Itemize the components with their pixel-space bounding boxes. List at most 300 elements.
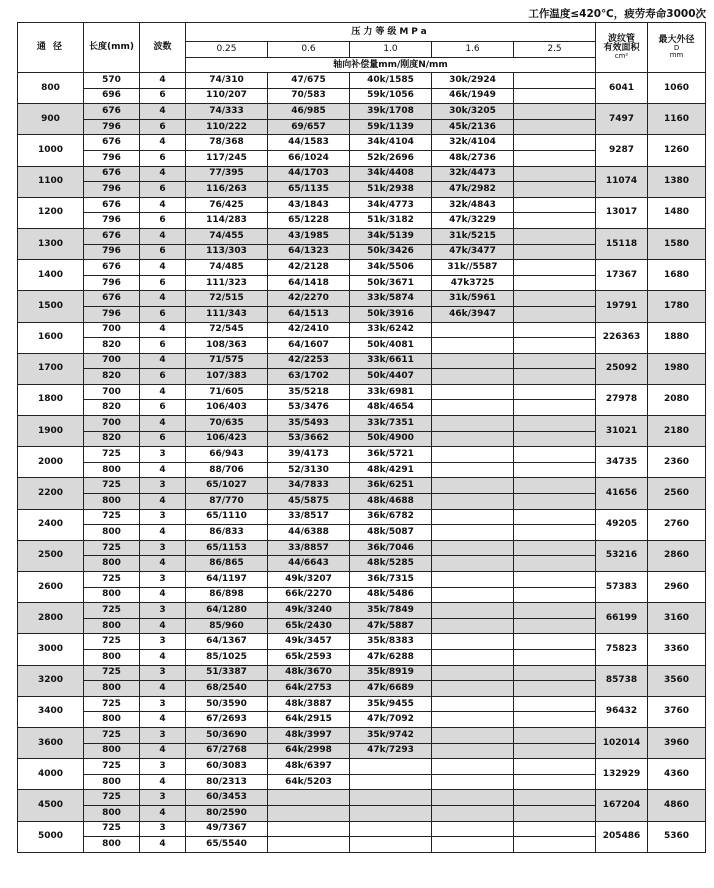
p25-cell xyxy=(514,73,596,89)
p25-cell xyxy=(514,649,596,665)
p06-cell xyxy=(268,805,350,821)
p25-cell xyxy=(514,306,596,322)
p25-cell xyxy=(514,150,596,166)
diameter-cell: 1400 xyxy=(18,260,84,291)
length-cell: 796 xyxy=(84,244,140,260)
p16-cell xyxy=(432,649,514,665)
p025-cell: 77/395 xyxy=(186,166,268,182)
p25-cell xyxy=(514,322,596,338)
max-od-cell: 1780 xyxy=(648,291,706,322)
p10-cell: 34k/4408 xyxy=(350,166,432,182)
p025-cell: 85/960 xyxy=(186,618,268,634)
p025-cell: 65/1110 xyxy=(186,509,268,525)
p06-cell: 46/985 xyxy=(268,104,350,120)
diameter-cell: 1700 xyxy=(18,353,84,384)
p16-cell xyxy=(432,790,514,806)
table-row xyxy=(18,197,706,213)
effective-area-cell: 19791 xyxy=(596,291,648,322)
waves-cell: 3 xyxy=(140,603,186,619)
p06-cell: 45/5875 xyxy=(268,494,350,510)
p25-cell xyxy=(514,774,596,790)
length-cell: 800 xyxy=(84,774,140,790)
p25-cell xyxy=(514,369,596,385)
p16-cell xyxy=(432,759,514,775)
waves-cell: 4 xyxy=(140,384,186,400)
pressure-0.6-header: 0.6 xyxy=(268,42,350,58)
p25-cell xyxy=(514,821,596,837)
diameter-cell: 2600 xyxy=(18,572,84,603)
p16-cell: 32k/4843 xyxy=(432,197,514,213)
length-cell: 570 xyxy=(84,73,140,89)
p10-cell: 35k/8383 xyxy=(350,634,432,650)
p10-cell: 35k/9455 xyxy=(350,696,432,712)
p10-cell: 34k/4773 xyxy=(350,197,432,213)
diameter-cell: 3600 xyxy=(18,727,84,758)
length-cell: 800 xyxy=(84,805,140,821)
waves-header: 波数 xyxy=(140,23,186,73)
p06-cell: 49k/3457 xyxy=(268,634,350,650)
area-header-line1: 波纹管 xyxy=(608,34,636,44)
compensation-header: 轴向补偿量mm/刚度N/mm xyxy=(186,58,596,73)
waves-cell: 4 xyxy=(140,494,186,510)
length-cell: 796 xyxy=(84,213,140,229)
p16-cell xyxy=(432,821,514,837)
p025-cell: 111/323 xyxy=(186,275,268,291)
p16-cell xyxy=(432,322,514,338)
effective-area-cell: 226363 xyxy=(596,322,648,353)
p25-cell xyxy=(514,104,596,120)
p025-cell: 80/2313 xyxy=(186,774,268,790)
length-cell: 676 xyxy=(84,166,140,182)
p16-cell xyxy=(432,416,514,432)
length-cell: 800 xyxy=(84,649,140,665)
diameter-cell: 800 xyxy=(18,73,84,104)
p25-cell xyxy=(514,509,596,525)
length-cell: 700 xyxy=(84,384,140,400)
p025-cell: 117/245 xyxy=(186,150,268,166)
p16-cell xyxy=(432,462,514,478)
length-cell: 800 xyxy=(84,743,140,759)
p06-cell: 33/8857 xyxy=(268,540,350,556)
p06-cell: 34/7833 xyxy=(268,478,350,494)
p25-cell xyxy=(514,603,596,619)
p16-cell xyxy=(432,509,514,525)
od-header-unit: mm xyxy=(669,51,684,59)
length-header: 长度(mm) xyxy=(84,23,140,73)
length-cell: 676 xyxy=(84,135,140,151)
max-od-cell: 1060 xyxy=(648,73,706,104)
p10-cell: 50k/4081 xyxy=(350,338,432,354)
p25-cell xyxy=(514,353,596,369)
effective-area-cell: 57383 xyxy=(596,572,648,603)
effective-area-cell: 9287 xyxy=(596,135,648,166)
waves-cell: 3 xyxy=(140,572,186,588)
p025-cell: 88/706 xyxy=(186,462,268,478)
pressure-1.6-header: 1.6 xyxy=(432,42,514,58)
waves-cell: 3 xyxy=(140,634,186,650)
max-od-cell: 2080 xyxy=(648,384,706,415)
p06-cell: 43/1985 xyxy=(268,228,350,244)
p025-cell: 65/1153 xyxy=(186,540,268,556)
length-cell: 725 xyxy=(84,478,140,494)
waves-cell: 3 xyxy=(140,727,186,743)
table-row xyxy=(18,665,706,681)
effective-area-cell: 34735 xyxy=(596,447,648,478)
p16-cell: 30k/2924 xyxy=(432,73,514,89)
length-cell: 800 xyxy=(84,681,140,697)
waves-cell: 3 xyxy=(140,665,186,681)
waves-cell: 4 xyxy=(140,587,186,603)
p06-cell: 35/5218 xyxy=(268,384,350,400)
p25-cell xyxy=(514,805,596,821)
p025-cell: 68/2540 xyxy=(186,681,268,697)
effective-area-cell: 49205 xyxy=(596,509,648,540)
p06-cell xyxy=(268,790,350,806)
p10-cell: 36k/7315 xyxy=(350,572,432,588)
length-cell: 820 xyxy=(84,369,140,385)
table-row xyxy=(18,759,706,775)
p025-cell: 72/515 xyxy=(186,291,268,307)
p06-cell: 44/1583 xyxy=(268,135,350,151)
length-cell: 725 xyxy=(84,572,140,588)
p10-cell: 36k/6251 xyxy=(350,478,432,494)
p06-cell: 44/6643 xyxy=(268,556,350,572)
p06-cell: 64/1418 xyxy=(268,275,350,291)
p16-cell xyxy=(432,712,514,728)
max-od-cell: 3560 xyxy=(648,665,706,696)
p10-cell: 33k/6242 xyxy=(350,322,432,338)
p25-cell xyxy=(514,88,596,104)
p25-cell xyxy=(514,228,596,244)
p25-cell xyxy=(514,447,596,463)
p06-cell: 35/5493 xyxy=(268,416,350,432)
p25-cell xyxy=(514,416,596,432)
length-cell: 725 xyxy=(84,603,140,619)
p10-cell: 35k/9742 xyxy=(350,727,432,743)
p06-cell xyxy=(268,837,350,853)
p025-cell: 78/368 xyxy=(186,135,268,151)
p025-cell: 51/3387 xyxy=(186,665,268,681)
p10-cell: 52k/2696 xyxy=(350,150,432,166)
p10-cell: 33k/5874 xyxy=(350,291,432,307)
length-cell: 700 xyxy=(84,416,140,432)
table-row xyxy=(18,416,706,432)
waves-cell: 4 xyxy=(140,774,186,790)
p10-cell: 35k/7849 xyxy=(350,603,432,619)
table-row xyxy=(18,260,706,276)
p10-cell: 50k/3916 xyxy=(350,306,432,322)
diameter-cell: 1300 xyxy=(18,228,84,259)
effective-area-cell: 205486 xyxy=(596,821,648,852)
p25-cell xyxy=(514,291,596,307)
waves-cell: 4 xyxy=(140,166,186,182)
p25-cell xyxy=(514,618,596,634)
p10-cell: 50k/3671 xyxy=(350,275,432,291)
waves-cell: 6 xyxy=(140,244,186,260)
p10-cell: 48k/4688 xyxy=(350,494,432,510)
p025-cell: 76/425 xyxy=(186,197,268,213)
effective-area-cell: 15118 xyxy=(596,228,648,259)
max-od-header xyxy=(648,23,706,73)
pressure-grade-header: 压力等级MPa xyxy=(186,23,596,42)
table-row xyxy=(18,509,706,525)
waves-cell: 6 xyxy=(140,88,186,104)
p10-cell: 47k/6689 xyxy=(350,681,432,697)
effective-area-cell: 25092 xyxy=(596,353,648,384)
waves-cell: 4 xyxy=(140,353,186,369)
p025-cell: 66/943 xyxy=(186,447,268,463)
p10-cell: 47k/7293 xyxy=(350,743,432,759)
p16-cell xyxy=(432,805,514,821)
p25-cell xyxy=(514,696,596,712)
p06-cell: 64k/5203 xyxy=(268,774,350,790)
table-row xyxy=(18,478,706,494)
p025-cell: 106/423 xyxy=(186,431,268,447)
length-cell: 725 xyxy=(84,727,140,743)
waves-cell: 4 xyxy=(140,416,186,432)
waves-cell: 3 xyxy=(140,790,186,806)
length-cell: 676 xyxy=(84,104,140,120)
diameter-cell: 3400 xyxy=(18,696,84,727)
effective-area-cell: 53216 xyxy=(596,540,648,571)
waves-cell: 4 xyxy=(140,805,186,821)
p10-cell xyxy=(350,759,432,775)
p16-cell xyxy=(432,447,514,463)
p25-cell xyxy=(514,494,596,510)
waves-cell: 3 xyxy=(140,759,186,775)
waves-cell: 4 xyxy=(140,681,186,697)
p06-cell: 66/1024 xyxy=(268,150,350,166)
diameter-cell: 1100 xyxy=(18,166,84,197)
waves-cell: 6 xyxy=(140,306,186,322)
p25-cell xyxy=(514,759,596,775)
working-condition-note: 工作温度≤420℃，疲劳寿命3000次 xyxy=(528,8,706,20)
p10-cell: 33k/7351 xyxy=(350,416,432,432)
table-row xyxy=(18,634,706,650)
pressure-2.5-header: 2.5 xyxy=(514,42,596,58)
waves-cell: 4 xyxy=(140,556,186,572)
max-od-cell: 2560 xyxy=(648,478,706,509)
waves-cell: 4 xyxy=(140,649,186,665)
length-cell: 725 xyxy=(84,665,140,681)
p10-cell: 36k/7046 xyxy=(350,540,432,556)
p16-cell: 47k/2982 xyxy=(432,182,514,198)
waves-cell: 4 xyxy=(140,197,186,213)
max-od-cell: 2960 xyxy=(648,572,706,603)
area-header-unit: cm² xyxy=(614,52,629,60)
diameter-cell: 1600 xyxy=(18,322,84,353)
p025-cell: 86/865 xyxy=(186,556,268,572)
p06-cell: 44/6388 xyxy=(268,525,350,541)
p25-cell xyxy=(514,587,596,603)
length-cell: 725 xyxy=(84,447,140,463)
waves-cell: 4 xyxy=(140,462,186,478)
p25-cell xyxy=(514,431,596,447)
length-cell: 725 xyxy=(84,540,140,556)
p06-cell: 48k/3887 xyxy=(268,696,350,712)
p16-cell xyxy=(432,572,514,588)
effective-area-cell: 85738 xyxy=(596,665,648,696)
p16-cell xyxy=(432,603,514,619)
waves-cell: 3 xyxy=(140,447,186,463)
p25-cell xyxy=(514,166,596,182)
p025-cell: 50/3590 xyxy=(186,696,268,712)
p06-cell: 64k/2915 xyxy=(268,712,350,728)
p025-cell: 74/455 xyxy=(186,228,268,244)
table-row xyxy=(18,727,706,743)
p025-cell: 87/770 xyxy=(186,494,268,510)
waves-cell: 4 xyxy=(140,743,186,759)
length-cell: 696 xyxy=(84,88,140,104)
p06-cell: 64/1323 xyxy=(268,244,350,260)
max-od-cell: 4860 xyxy=(648,790,706,821)
length-cell: 800 xyxy=(84,462,140,478)
p06-cell: 48k/6397 xyxy=(268,759,350,775)
diameter-cell: 1900 xyxy=(18,416,84,447)
p10-cell: 50k/4900 xyxy=(350,431,432,447)
p16-cell: 32k/4473 xyxy=(432,166,514,182)
p25-cell xyxy=(514,135,596,151)
table-row xyxy=(18,104,706,120)
max-od-cell: 1980 xyxy=(648,353,706,384)
diameter-cell: 1200 xyxy=(18,197,84,228)
p25-cell xyxy=(514,665,596,681)
p06-cell: 43/1843 xyxy=(268,197,350,213)
p10-cell: 34k/5506 xyxy=(350,260,432,276)
p25-cell xyxy=(514,743,596,759)
p025-cell: 65/5540 xyxy=(186,837,268,853)
p16-cell xyxy=(432,400,514,416)
p06-cell: 42/2128 xyxy=(268,260,350,276)
diameter-cell: 3000 xyxy=(18,634,84,665)
p10-cell: 59k/1056 xyxy=(350,88,432,104)
p25-cell xyxy=(514,244,596,260)
p16-cell: 47k3725 xyxy=(432,275,514,291)
length-cell: 820 xyxy=(84,400,140,416)
effective-area-cell: 6041 xyxy=(596,73,648,104)
p025-cell: 74/310 xyxy=(186,73,268,89)
waves-cell: 6 xyxy=(140,338,186,354)
p25-cell xyxy=(514,119,596,135)
length-cell: 820 xyxy=(84,431,140,447)
p10-cell: 47k/5887 xyxy=(350,618,432,634)
p16-cell xyxy=(432,384,514,400)
p16-cell: 30k/3205 xyxy=(432,104,514,120)
p10-cell: 36k/5721 xyxy=(350,447,432,463)
p06-cell: 52/3130 xyxy=(268,462,350,478)
waves-cell: 3 xyxy=(140,540,186,556)
p025-cell: 111/343 xyxy=(186,306,268,322)
diameter-cell: 2500 xyxy=(18,540,84,571)
effective-area-cell: 17367 xyxy=(596,260,648,291)
length-cell: 800 xyxy=(84,587,140,603)
diameter-header: 通 径 xyxy=(18,23,84,73)
p16-cell: 46k/1949 xyxy=(432,88,514,104)
p10-cell: 48k/4654 xyxy=(350,400,432,416)
length-cell: 796 xyxy=(84,306,140,322)
effective-area-cell: 75823 xyxy=(596,634,648,665)
p10-cell: 33k/6611 xyxy=(350,353,432,369)
effective-area-cell: 66199 xyxy=(596,603,648,634)
effective-area-cell: 31021 xyxy=(596,416,648,447)
p16-cell xyxy=(432,494,514,510)
p25-cell xyxy=(514,634,596,650)
p025-cell: 60/3453 xyxy=(186,790,268,806)
p06-cell: 65k/2430 xyxy=(268,618,350,634)
p10-cell: 51k/3182 xyxy=(350,213,432,229)
p025-cell: 60/3083 xyxy=(186,759,268,775)
p06-cell: 64/1607 xyxy=(268,338,350,354)
p25-cell xyxy=(514,525,596,541)
waves-cell: 4 xyxy=(140,712,186,728)
max-od-cell: 3760 xyxy=(648,696,706,727)
p025-cell: 110/207 xyxy=(186,88,268,104)
bellows-spec-table xyxy=(17,22,706,853)
effective-area-cell: 7497 xyxy=(596,104,648,135)
max-od-cell: 3960 xyxy=(648,727,706,758)
table-row xyxy=(18,322,706,338)
p025-cell: 116/263 xyxy=(186,182,268,198)
max-od-cell: 1480 xyxy=(648,197,706,228)
waves-cell: 4 xyxy=(140,525,186,541)
p16-cell xyxy=(432,369,514,385)
max-od-cell: 2180 xyxy=(648,416,706,447)
diameter-cell: 1000 xyxy=(18,135,84,166)
p06-cell: 64k/2998 xyxy=(268,743,350,759)
p10-cell: 35k/8919 xyxy=(350,665,432,681)
max-od-cell: 1380 xyxy=(648,166,706,197)
p025-cell: 64/1280 xyxy=(186,603,268,619)
p10-cell: 50k/3426 xyxy=(350,244,432,260)
p25-cell xyxy=(514,681,596,697)
table-row xyxy=(18,447,706,463)
p025-cell: 71/605 xyxy=(186,384,268,400)
p25-cell xyxy=(514,213,596,229)
waves-cell: 6 xyxy=(140,150,186,166)
p16-cell: 47k/3229 xyxy=(432,213,514,229)
table-row xyxy=(18,696,706,712)
diameter-cell: 2800 xyxy=(18,603,84,634)
p06-cell: 64/1513 xyxy=(268,306,350,322)
p25-cell xyxy=(514,556,596,572)
p16-cell: 47k/3477 xyxy=(432,244,514,260)
waves-cell: 4 xyxy=(140,291,186,307)
length-cell: 800 xyxy=(84,494,140,510)
waves-cell: 6 xyxy=(140,431,186,447)
effective-area-cell: 13017 xyxy=(596,197,648,228)
p10-cell: 40k/1585 xyxy=(350,73,432,89)
diameter-cell: 1500 xyxy=(18,291,84,322)
length-cell: 800 xyxy=(84,618,140,634)
diameter-cell: 4500 xyxy=(18,790,84,821)
p06-cell: 42/2253 xyxy=(268,353,350,369)
p16-cell xyxy=(432,338,514,354)
p10-cell: 39k/1708 xyxy=(350,104,432,120)
p16-cell xyxy=(432,587,514,603)
waves-cell: 6 xyxy=(140,182,186,198)
table-row xyxy=(18,821,706,837)
table-header xyxy=(18,23,706,73)
length-cell: 796 xyxy=(84,182,140,198)
p025-cell: 86/833 xyxy=(186,525,268,541)
p10-cell: 51k/2938 xyxy=(350,182,432,198)
length-cell: 725 xyxy=(84,509,140,525)
p06-cell: 65/1228 xyxy=(268,213,350,229)
p16-cell xyxy=(432,478,514,494)
length-cell: 725 xyxy=(84,634,140,650)
p10-cell xyxy=(350,774,432,790)
p10-cell xyxy=(350,821,432,837)
